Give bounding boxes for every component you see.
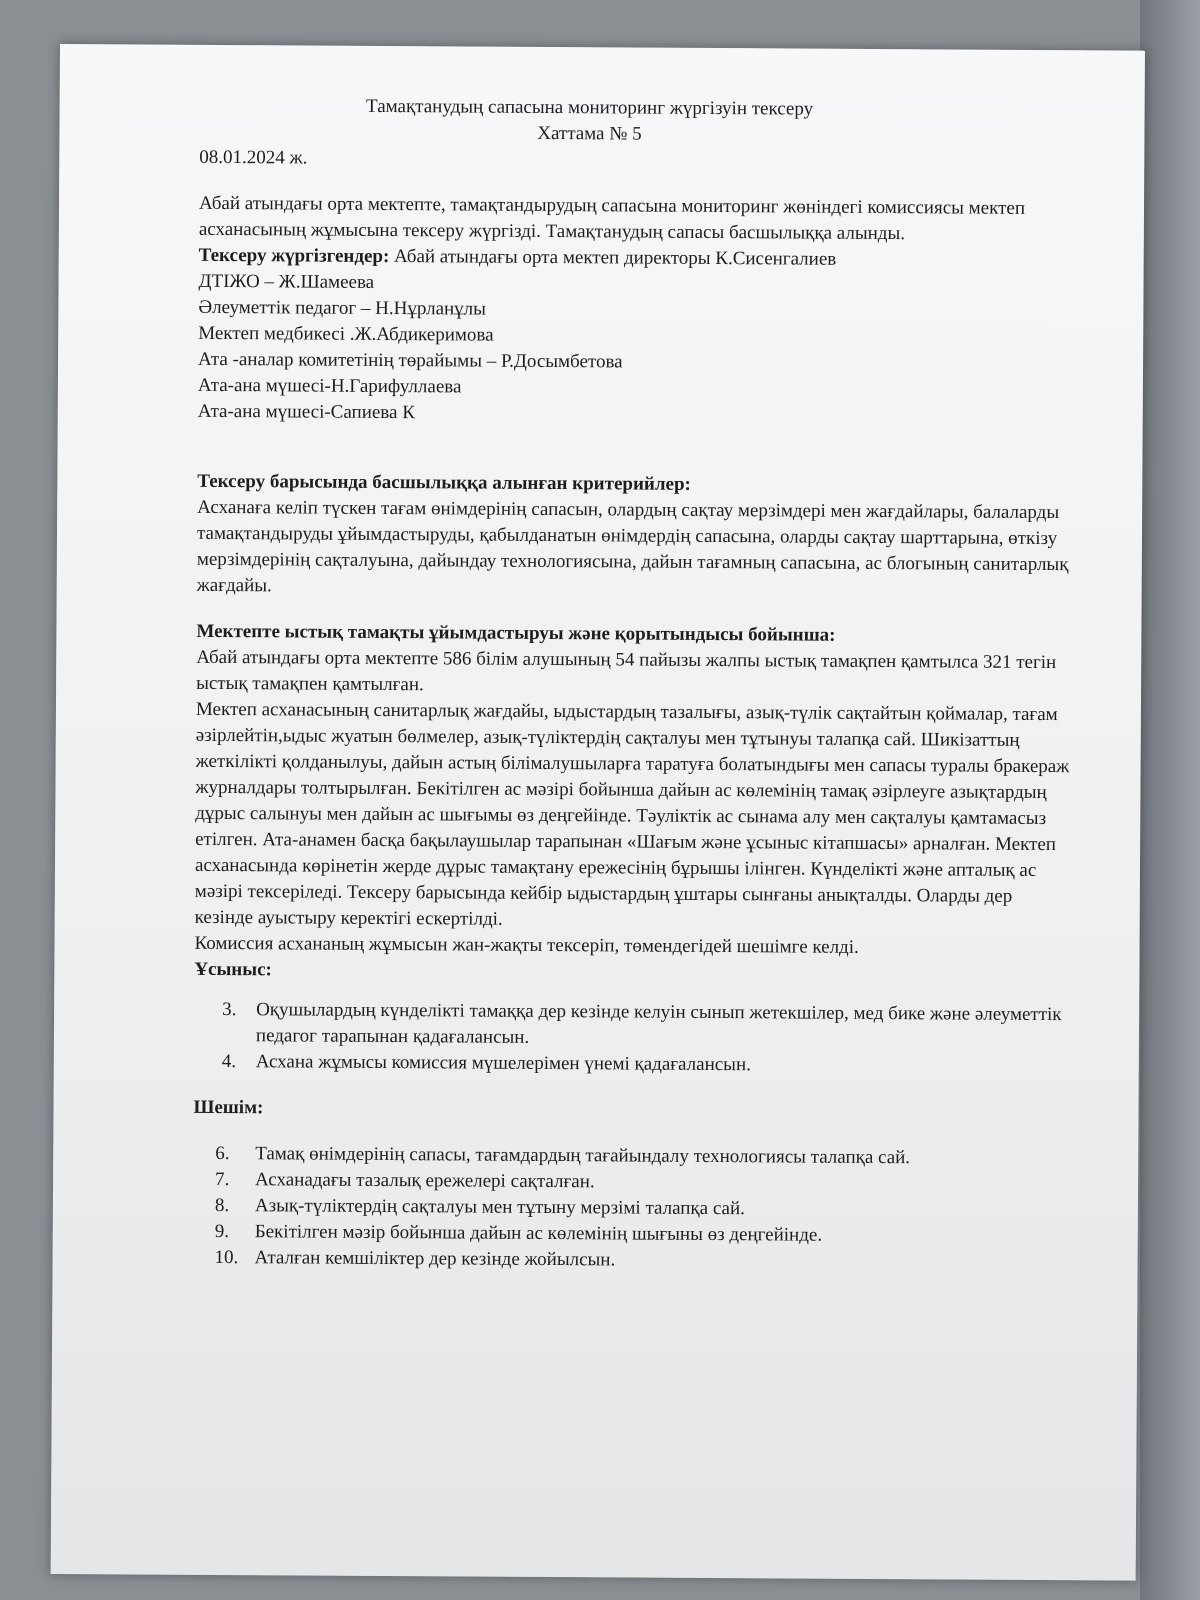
decision-heading: Шешім: bbox=[193, 1096, 264, 1119]
results-heading: Мектепте ыстық тамақты ұйымдастыруы және қорытындысы бойынша: bbox=[196, 620, 836, 646]
list-item: 3. Оқушылардың күнделікті тамаққа дер кезінде келуін сынып жетекшілер, мед бике және әлеуметтік педагог тарапынан қадағалансын. bbox=[222, 999, 1062, 1048]
background-edge bbox=[1140, 0, 1200, 1600]
results-paragraph-1: Абай атындағы орта мектепте 586 білім алушының 54 пайызы жалпы ыстық тамақпен қамтылса 321 тегін ыстық тамақпен қамтылған. bbox=[196, 646, 1057, 696]
list-item: 8. Азық-түліктердің сақталуы мен тұтыну мерзімі талапқа сай. bbox=[214, 1194, 745, 1220]
inspector-item: ДТІЖО – Ж.Шамеева bbox=[198, 270, 375, 293]
intro-paragraph: Абай атындағы орта мектепте, тамақтандырудың сапасына мониторинг жөніндегі комиссиясы мектеп асханасының жұмысына тексеру жүргізді. Тамақтанудың сапасы басшылыққа алынды. bbox=[198, 192, 1026, 245]
proposals-heading: Ұсыныс: bbox=[194, 958, 272, 981]
criteria-heading: Тексеру барысында басшылыққа алынған критерийлер: bbox=[197, 470, 691, 495]
results-paragraph-2: Мектеп асханасының санитарлық жағдайы, ыдыстардың тазалығы, азық-түлік сақтайтын қоймалар, тағам әзірлейтін,ыдыс жуатын бөлмелер, азық-түліктердің сақталуы мен тұтынуы талапқа сай. Шикізаттың жеткілікті қолданылуы, дайын астың білімалушыларға таратуға болатындығы мен сапасы туралы бракераж журналдары толтырылған. Бекітілген ас мәзірі бойынша дайын ас көлемінің тамақ әзірлеуге азықтардың дұрыс салынуы мен дайын ас шығымы өз деңгейінде. Тәуліктік ас сынама алу мен сақталуы қамтамасыз етілген. Ата-анамен басқа бақылаушылар тарапынан «Шағым және ұсыныс кітапшасы» арналған. Мектеп асханасында көрінетін жерде дұрыс тамақтану ережесінің бұрышы ілінген. Күнделікті және апталық ас мәзірі тексеріледі. Тексеру барысында кейбір ыдыстардың ұштары сынғаны анықталды. Оларды дер кезінде ауыстыру керектігі ескертілді. bbox=[194, 698, 1070, 930]
list-item: 10. Аталған кемшіліктер дер кезінде жойылсын. bbox=[214, 1246, 616, 1271]
inspector-item: Ата -аналар комитетінің төрайымы – Р.Досымбетова bbox=[198, 348, 623, 373]
inspectors-label: Тексеру жүргізгендер: bbox=[198, 244, 390, 268]
proposals-list bbox=[194, 997, 1074, 1080]
inspector-item: Мектеп медбикесі .Ж.Абдикеримова bbox=[198, 322, 494, 346]
list-item: 9. Бекітілген мәзір бойынша дайын ас көлемінің шығыны өз деңгейінде. bbox=[214, 1220, 823, 1246]
results-paragraph-3: Комиссия асхананың жұмысын жан-жақты тексеріп, төмендегідей шешімге келді. bbox=[194, 932, 859, 958]
document-content bbox=[193, 93, 1080, 1276]
criteria-paragraph: Асханаға келіп түскен тағам өнімдерінің сапасын, олардың сақтау мерзімдері мен жағдайлары, балаларды тамақтандыруды ұйымдастыруды, қабылданатын өнімдердің сапасына, оларды сақтау шарттарына, өткізу мерзімдерінің сақталуына, дайындау технологиясына, дайын тағамның сапасына, ас блогының санитарлық жағдайы. bbox=[196, 496, 1069, 597]
document-sheet bbox=[51, 44, 1145, 1581]
document-date: 08.01.2024 ж. bbox=[199, 146, 308, 169]
list-item: 4. Асхана жұмысы комиссия мүшелерімен үнемі қадағалансын. bbox=[221, 1051, 751, 1076]
list-item: 6. Тамақ өнімдерінің сапасы, тағамдардың тағайындалу технологиясы талапқа сай. bbox=[215, 1142, 911, 1169]
document-title: Тамақтанудың сапасына мониторинг жүргізуін тексеру bbox=[366, 95, 814, 120]
inspector-item: Ата-ана мүшесі-Сапиева К bbox=[197, 400, 415, 424]
decision-list bbox=[193, 1141, 1074, 1276]
protocol-number: Хаттама № 5 bbox=[537, 122, 642, 145]
inspectors-first: Абай атындағы орта мектеп директоры К.Сисенгалиев bbox=[394, 246, 837, 270]
list-item: 7. Асханадағы тазалық ережелері сақталған. bbox=[215, 1168, 595, 1193]
inspector-item: Әлеуметтік педагог – Н.Нұрланұлы bbox=[198, 296, 487, 320]
inspector-item: Ата-ана мүшесі-Н.Гарифуллаева bbox=[197, 374, 462, 398]
